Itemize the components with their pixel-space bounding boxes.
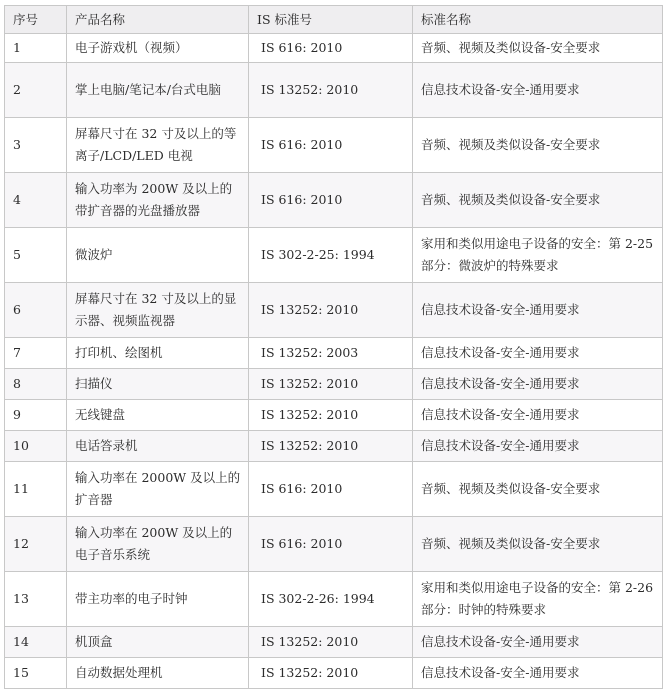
cell-product-name: 屏幕尺寸在 32 寸及以上的显示器、视频监视器 xyxy=(67,283,249,338)
cell-is-number: IS 13252: 2010 xyxy=(249,627,413,658)
cell-index: 2 xyxy=(5,63,67,118)
cell-index: 4 xyxy=(5,173,67,228)
cell-standard-name: 音频、视频及类似设备-安全要求 xyxy=(413,118,663,173)
header-is-number: IS 标准号 xyxy=(249,6,413,34)
standards-table xyxy=(4,5,663,689)
cell-index: 8 xyxy=(5,369,67,400)
cell-standard-name: 信息技术设备-安全-通用要求 xyxy=(413,431,663,462)
cell-index: 5 xyxy=(5,228,67,283)
cell-product-name: 微波炉 xyxy=(67,228,249,283)
table-row xyxy=(5,63,663,118)
table-row xyxy=(5,462,663,517)
table-row xyxy=(5,34,663,63)
cell-is-number: IS 13252: 2010 xyxy=(249,400,413,431)
cell-product-name: 无线键盘 xyxy=(67,400,249,431)
cell-standard-name: 信息技术设备-安全-通用要求 xyxy=(413,338,663,369)
cell-is-number: IS 13252: 2010 xyxy=(249,658,413,689)
cell-product-name: 打印机、绘图机 xyxy=(67,338,249,369)
cell-standard-name: 音频、视频及类似设备-安全要求 xyxy=(413,462,663,517)
cell-standard-name: 信息技术设备-安全-通用要求 xyxy=(413,63,663,118)
cell-standard-name: 信息技术设备-安全-通用要求 xyxy=(413,658,663,689)
table-row xyxy=(5,627,663,658)
cell-is-number: IS 616: 2010 xyxy=(249,34,413,63)
cell-index: 3 xyxy=(5,118,67,173)
cell-standard-name: 信息技术设备-安全-通用要求 xyxy=(413,627,663,658)
cell-product-name: 带主功率的电子时钟 xyxy=(67,572,249,627)
cell-product-name: 电子游戏机（视频） xyxy=(67,34,249,63)
table-row xyxy=(5,369,663,400)
cell-is-number: IS 13252: 2003 xyxy=(249,338,413,369)
cell-is-number: IS 302-2-25: 1994 xyxy=(249,228,413,283)
cell-standard-name: 家用和类似用途电子设备的安全：第 2-26 部分：时钟的特殊要求 xyxy=(413,572,663,627)
cell-index: 6 xyxy=(5,283,67,338)
cell-is-number: IS 616: 2010 xyxy=(249,462,413,517)
cell-is-number: IS 616: 2010 xyxy=(249,118,413,173)
table-row xyxy=(5,338,663,369)
cell-is-number: IS 616: 2010 xyxy=(249,517,413,572)
cell-product-name: 输入功率在 200W 及以上的电子音乐系统 xyxy=(67,517,249,572)
table-row xyxy=(5,517,663,572)
cell-product-name: 屏幕尺寸在 32 寸及以上的等离子/LCD/LED 电视 xyxy=(67,118,249,173)
cell-is-number: IS 616: 2010 xyxy=(249,173,413,228)
cell-standard-name: 信息技术设备-安全-通用要求 xyxy=(413,369,663,400)
cell-is-number: IS 13252: 2010 xyxy=(249,431,413,462)
cell-standard-name: 音频、视频及类似设备-安全要求 xyxy=(413,173,663,228)
table-row xyxy=(5,572,663,627)
cell-product-name: 机顶盒 xyxy=(67,627,249,658)
table-row xyxy=(5,400,663,431)
cell-index: 10 xyxy=(5,431,67,462)
cell-index: 9 xyxy=(5,400,67,431)
table-row xyxy=(5,658,663,689)
standards-table-body xyxy=(5,6,663,689)
cell-index: 7 xyxy=(5,338,67,369)
cell-index: 14 xyxy=(5,627,67,658)
cell-is-number: IS 13252: 2010 xyxy=(249,283,413,338)
cell-is-number: IS 302-2-26: 1994 xyxy=(249,572,413,627)
cell-standard-name: 音频、视频及类似设备-安全要求 xyxy=(413,517,663,572)
cell-standard-name: 音频、视频及类似设备-安全要求 xyxy=(413,34,663,63)
cell-product-name: 自动数据处理机 xyxy=(67,658,249,689)
cell-product-name: 扫描仪 xyxy=(67,369,249,400)
header-standard-name: 标准名称 xyxy=(413,6,663,34)
table-row xyxy=(5,173,663,228)
cell-index: 11 xyxy=(5,462,67,517)
cell-is-number: IS 13252: 2010 xyxy=(249,63,413,118)
cell-standard-name: 信息技术设备-安全-通用要求 xyxy=(413,283,663,338)
cell-index: 1 xyxy=(5,34,67,63)
table-row xyxy=(5,283,663,338)
table-row xyxy=(5,431,663,462)
cell-product-name: 输入功率在 2000W 及以上的扩音器 xyxy=(67,462,249,517)
table-header-row xyxy=(5,6,663,34)
cell-index: 12 xyxy=(5,517,67,572)
cell-standard-name: 家用和类似用途电子设备的安全：第 2-25 部分：微波炉的特殊要求 xyxy=(413,228,663,283)
cell-index: 13 xyxy=(5,572,67,627)
header-index: 序号 xyxy=(5,6,67,34)
table-row xyxy=(5,118,663,173)
cell-product-name: 掌上电脑/笔记本/台式电脑 xyxy=(67,63,249,118)
header-product-name: 产品名称 xyxy=(67,6,249,34)
cell-product-name: 输入功率为 200W 及以上的带扩音器的光盘播放器 xyxy=(67,173,249,228)
table-row xyxy=(5,228,663,283)
cell-index: 15 xyxy=(5,658,67,689)
cell-product-name: 电话答录机 xyxy=(67,431,249,462)
cell-standard-name: 信息技术设备-安全-通用要求 xyxy=(413,400,663,431)
cell-is-number: IS 13252: 2010 xyxy=(249,369,413,400)
